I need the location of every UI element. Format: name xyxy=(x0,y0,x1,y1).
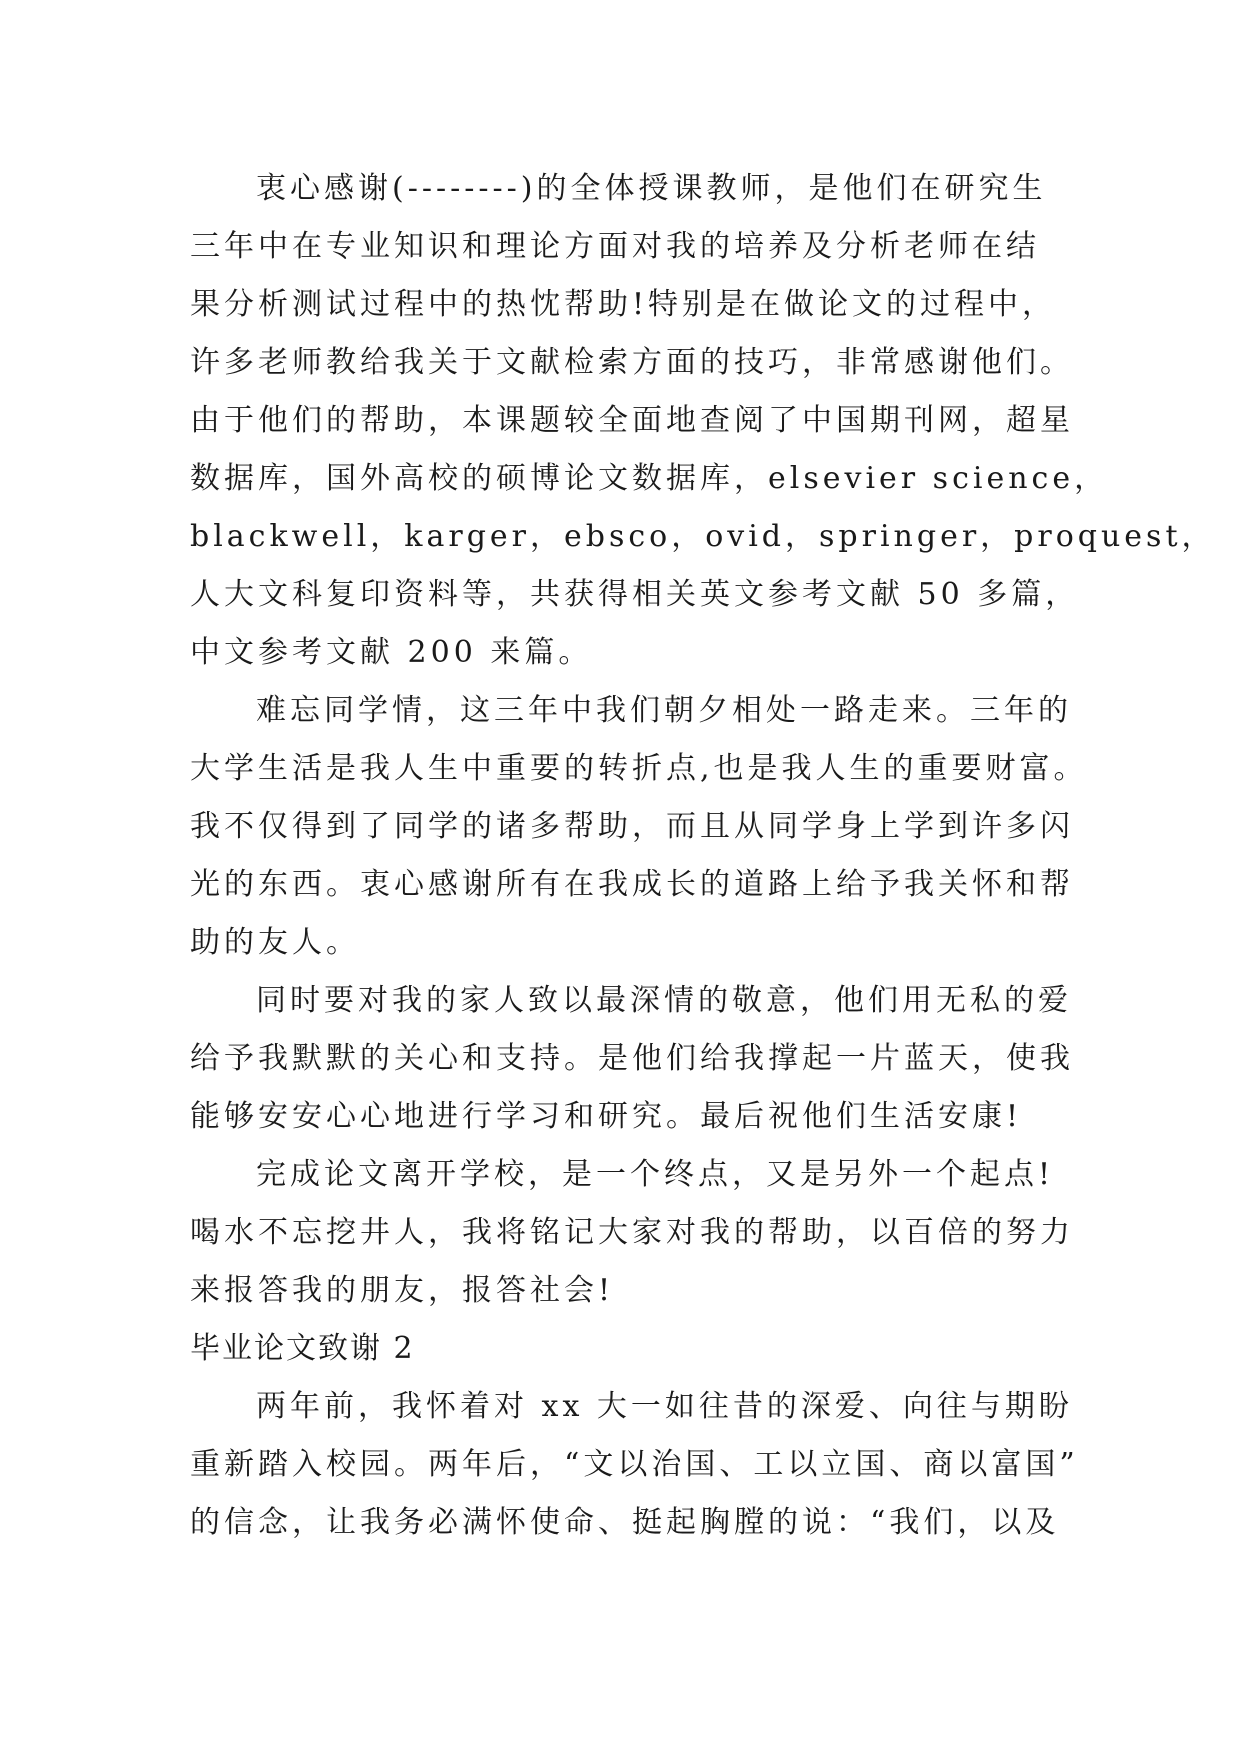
paragraph-line: 衷心感谢(--------)的全体授课教师，是他们在研究生 xyxy=(256,171,1047,206)
paragraph-line: 难忘同学情，这三年中我们朝夕相处一路走来。三年的 xyxy=(256,693,1072,728)
paragraph-line: 的信念，让我务必满怀使命、挺起胸膛的说：“我们，以及 xyxy=(190,1505,1060,1540)
paragraph-classmates xyxy=(190,682,1088,972)
paragraph-line: 喝水不忘挖井人，我将铭记大家对我的帮助，以百倍的努力 xyxy=(190,1215,1074,1250)
paragraph-line: 同时要对我的家人致以最深情的敬意，他们用无私的爱 xyxy=(256,983,1072,1018)
document-body xyxy=(190,160,1216,1552)
paragraph-line: 果分析测试过程中的热忱帮助!特别是在做论文的过程中， xyxy=(190,287,1057,322)
paragraph-two-years xyxy=(190,1378,1079,1552)
paragraph-line: 两年前，我怀着对 xx 大一如往昔的深爱、向往与期盼 xyxy=(256,1389,1073,1424)
paragraph-line: 由于他们的帮助，本课题较全面地查阅了中国期刊网，超星 xyxy=(190,403,1074,438)
paragraph-line: 给予我默默的关心和支持。是他们给我撑起一片蓝天，使我 xyxy=(190,1041,1074,1076)
paragraph-line: 能够安安心心地进行学习和研究。最后祝他们生活安康! xyxy=(190,1099,1023,1134)
section-heading: 毕业论文致谢 2 xyxy=(190,1331,415,1366)
paragraph-teachers xyxy=(190,160,1216,682)
paragraph-line: 完成论文离开学校，是一个终点，又是另外一个起点! xyxy=(256,1157,1055,1192)
paragraph-line: 我不仅得到了同学的诸多帮助，而且从同学身上学到许多闪 xyxy=(190,809,1074,844)
paragraph-line: 中文参考文献 200 来篇。 xyxy=(190,635,593,670)
paragraph-conclusion xyxy=(190,1146,1074,1320)
paragraph-family xyxy=(190,972,1074,1146)
paragraph-line: 光的东西。衷心感谢所有在我成长的道路上给予我关怀和帮 xyxy=(190,867,1074,902)
paragraph-line: 重新踏入校园。两年后，“文以治国、工以立国、商以富国” xyxy=(190,1447,1079,1482)
paragraph-line: blackwell，karger，ebsco，ovid，springer，proquest， xyxy=(190,519,1216,554)
paragraph-line: 助的友人。 xyxy=(190,925,360,960)
paragraph-line: 人大文科复印资料等，共获得相关英文参考文献 50 多篇， xyxy=(190,577,1080,612)
paragraph-line: 三年中在专业知识和理论方面对我的培养及分析老师在结 xyxy=(190,229,1040,264)
paragraph-line: 数据库，国外高校的硕博论文数据库，elsevier science， xyxy=(190,461,1109,496)
paragraph-line: 大学生活是我人生中重要的转折点,也是我人生的重要财富。 xyxy=(190,751,1088,786)
paragraph-line: 来报答我的朋友，报答社会! xyxy=(190,1273,615,1308)
paragraph-line: 许多老师教给我关于文献检索方面的技巧，非常感谢他们。 xyxy=(190,345,1074,380)
